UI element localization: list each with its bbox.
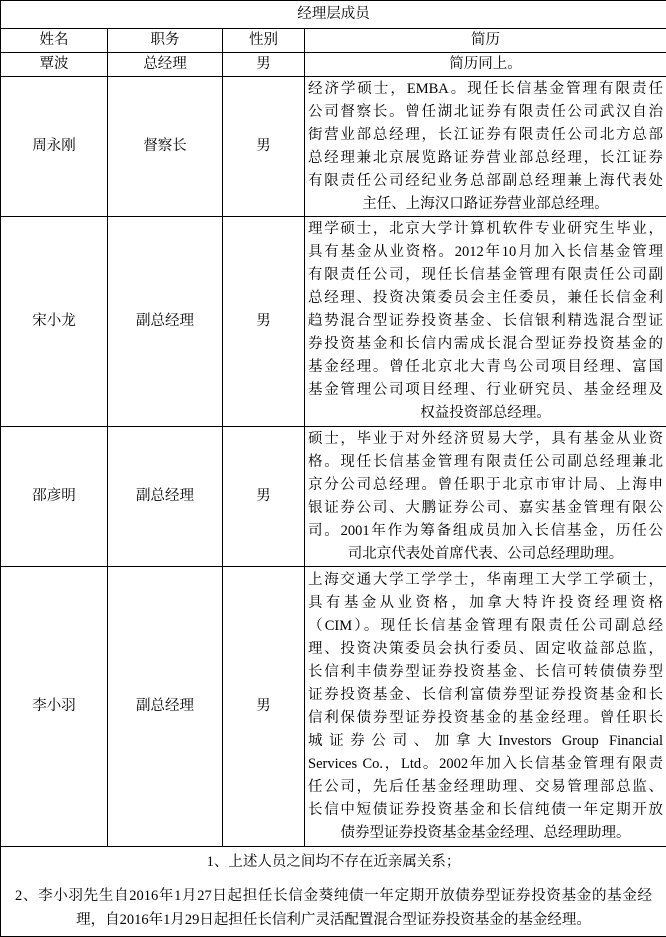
bio-line: 简历同上。	[308, 53, 663, 76]
cell-gender: 男	[223, 567, 305, 847]
cell-bio	[305, 427, 666, 567]
bio-line: 主任、上海汉口路证券营业部总经理。	[308, 193, 663, 216]
cell-gender: 男	[223, 427, 305, 567]
notes-row	[1, 847, 666, 937]
table-row	[1, 217, 666, 427]
bio-line: 基金经理。曾任北京北大青鸟公司项目经理、富国	[308, 356, 663, 379]
cell-bio	[305, 217, 666, 427]
bio-line: 趋势混合型证券投资基金、长信银利精选混合型证	[308, 310, 663, 333]
cell-name: 覃波	[1, 53, 108, 77]
bio-line: 债券型证券投资基金基金经理、总经理助理。	[308, 822, 663, 845]
bio-line: 司。2001年作为筹备组成员加入长信基金，历任公	[308, 520, 663, 543]
bio-line: 任公司，先后任基金经理助理、交易管理部总监、	[308, 776, 663, 799]
cell-bio	[305, 77, 666, 217]
bio-line: 具有基金从业资格。2012年10月加入长信基金管理	[308, 241, 663, 264]
bio-line: 理、投资决策委员会执行委员、固定收益部总监，	[308, 638, 663, 661]
bio-line: 基金管理公司项目经理、行业研究员、基金经理及	[308, 379, 663, 402]
bio-line: 街营业部总经理，长江证券有限责任公司北方总部	[308, 124, 663, 147]
bio-line: 权益投资部总经理。	[308, 402, 663, 425]
note-2: 2、李小羽先生自2016年1月27日起担任长信金葵纯债一年定期开放债券型证券投资基金的基金经理，自2016年1月29日起担任长信利广灵活配置混合型证券投资基金的基金经理。	[15, 884, 652, 932]
note-1: 1、上述人员之间均不存在近亲属关系；	[15, 851, 652, 874]
bio-line: 券投资基金和长信内需成长混合型证券投资基金的	[308, 333, 663, 356]
bio-line: 公司督察长。曾任湖北证券有限责任公司武汉自治	[308, 101, 663, 124]
bio-line: Services Co.，Ltd。2002年加入长信基金管理有限责	[308, 753, 663, 776]
table-title: 经理层成员	[1, 1, 666, 29]
bio-line: 理学硕士，北京大学计算机软件专业研究生毕业，	[308, 218, 663, 241]
header-gender: 性别	[223, 29, 305, 53]
bio-line: 司北京代表处首席代表、公司总经理助理。	[308, 543, 663, 566]
bio-line: 银证券公司、大鹏证券公司、嘉实基金管理有限公	[308, 497, 663, 520]
bio-line: 上海交通大学工学学士，华南理工大学工学硕士，	[308, 569, 663, 592]
cell-position: 总经理	[108, 53, 223, 77]
cell-name: 邵彦明	[1, 427, 108, 567]
table-row	[1, 77, 666, 217]
bio-line: 具有基金从业资格，加拿大特许投资经理资格	[308, 592, 663, 615]
bio-line: 长信利丰债券型证券投资基金、长信可转债债券型	[308, 661, 663, 684]
cell-position: 督察长	[108, 77, 223, 217]
bio-line: 证券投资基金、长信利富债券型证券投资基金和长	[308, 684, 663, 707]
cell-name: 周永刚	[1, 77, 108, 217]
cell-position: 副总经理	[108, 217, 223, 427]
table-row	[1, 567, 666, 847]
header-bio: 简历	[305, 29, 666, 53]
bio-line: 经济学硕士，EMBA。现任长信基金管理有限责任	[308, 78, 663, 101]
bio-line: 有限责任公司经纪业务总部副总经理兼上海代表处	[308, 170, 663, 193]
header-position: 职务	[108, 29, 223, 53]
bio-line: 城证券公司、加拿大Investors Group Financial	[308, 730, 663, 753]
cell-position: 副总经理	[108, 567, 223, 847]
bio-line: 京分公司总经理。曾任职于北京市审计局、上海申	[308, 474, 663, 497]
header-name: 姓名	[1, 29, 108, 53]
bio-line: 硕士，毕业于对外经济贸易大学，具有基金从业资	[308, 428, 663, 451]
cell-gender: 男	[223, 77, 305, 217]
cell-position: 副总经理	[108, 427, 223, 567]
table-row	[1, 53, 666, 77]
bio-line: 总经理兼北京展览路证券营业部总经理，长江证券	[308, 147, 663, 170]
cell-gender: 男	[223, 217, 305, 427]
bio-line: 格。现任长信基金管理有限责任公司副总经理兼北	[308, 451, 663, 474]
bio-line: （CIM）。现任长信基金管理有限责任公司副总经	[308, 615, 663, 638]
bio-line: 总经理、投资决策委员会主任委员，兼任长信金利	[308, 287, 663, 310]
bio-line: 长信中短债证券投资基金和长信纯债一年定期开放	[308, 799, 663, 822]
cell-bio	[305, 567, 666, 847]
cell-gender: 男	[223, 53, 305, 77]
cell-name: 宋小龙	[1, 217, 108, 427]
bio-line: 有限责任公司，现任长信基金管理有限责任公司副	[308, 264, 663, 287]
header-row	[1, 29, 666, 53]
cell-name: 李小羽	[1, 567, 108, 847]
table-row	[1, 427, 666, 567]
cell-bio	[305, 53, 666, 77]
bio-line: 信利保债券型证券投资基金的基金经理。曾任职长	[308, 707, 663, 730]
